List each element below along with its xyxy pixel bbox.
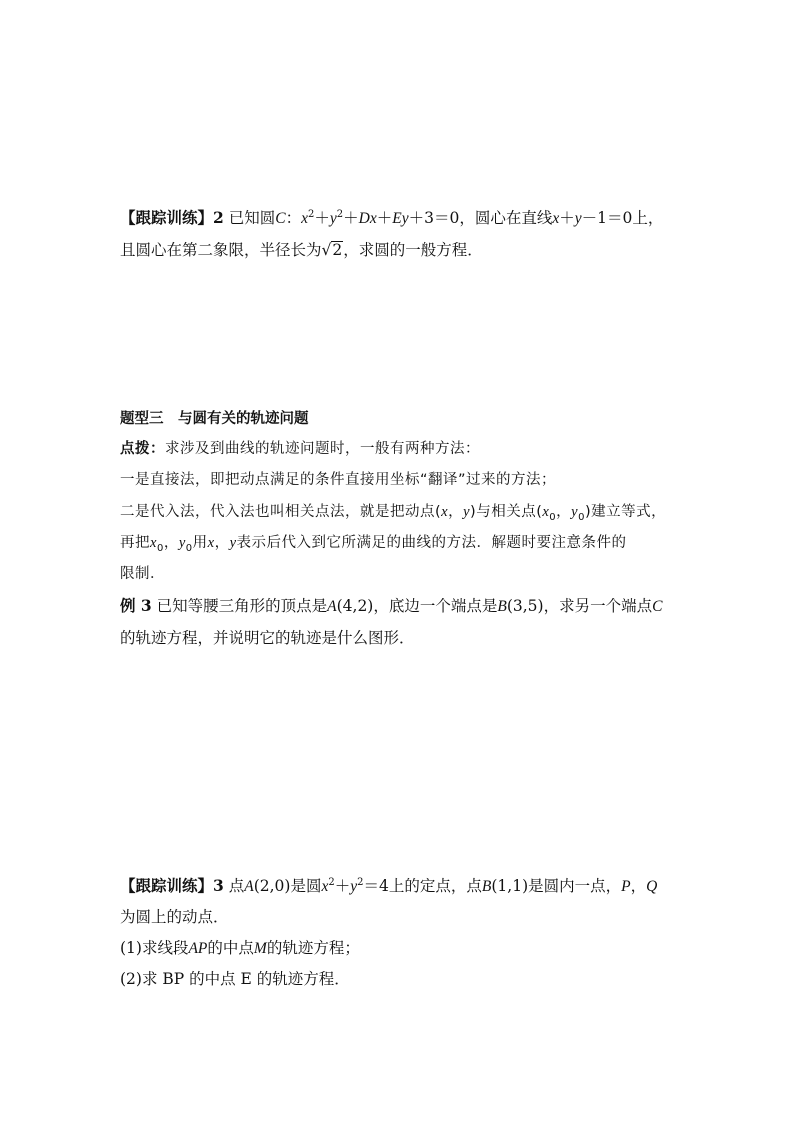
example-3-line-2: 的轨迹方程，并说明它的轨迹是什么图形． — [120, 629, 415, 647]
hint-line: 点拨：求涉及到曲线的轨迹问题时，一般有两种方法： — [120, 441, 480, 457]
question-2-line: (2)求 BP 的中点 E 的轨迹方程． — [120, 970, 350, 988]
training-3-line-2: 为圆上的动点． — [120, 908, 229, 926]
question-1-line: (1)求线段AP的中点M的轨迹方程； — [120, 939, 360, 957]
training-3-label: 【跟踪训练】3 — [120, 876, 224, 895]
method-2-line: 二是代入法，代入法也叫相关点法，就是把动点(x，y)与相关点($x_0$，$y_0$)建立等式， — [120, 504, 667, 523]
example-3-line-1: 例 3 已知等腰三角形的顶点是A(4,2)，底边一个端点是B(3,5)，求另一个端点C — [120, 596, 663, 615]
method-3-line: 再把$x_0$，$y_0$用x，y表示后代入到它所满足的曲线的方法．解题时要注意条件的 — [120, 535, 627, 554]
method-1-line: 一是直接法，即把动点满足的条件直接用坐标“翻译”过来的方法； — [120, 472, 557, 488]
training-3-line-1: 【跟踪训练】3 点A(2,0)是圆$x^2+y^2=4$上的定点，点B(1,1)是圆内一点，P，Q — [120, 876, 658, 895]
hint-label: 点拨： — [120, 441, 165, 457]
training-2-line-2: 且圆心在第二象限，半径长为√2，求圆的一般方程． — [120, 241, 483, 259]
section-title: 题型三 与圆有关的轨迹问题 — [120, 410, 309, 427]
method-4-line: 限制． — [120, 566, 165, 582]
sqrt-two: 2 — [332, 241, 343, 259]
training-2-label: 【跟踪训练】2 — [120, 208, 224, 227]
example-3-label: 例 3 — [120, 596, 152, 615]
training-2-line-1: 【跟踪训练】2 已知圆C：$x^2+y^2+Dx+Ey+3=0$，圆心在直线x＋y－1＝0上， — [120, 208, 664, 227]
